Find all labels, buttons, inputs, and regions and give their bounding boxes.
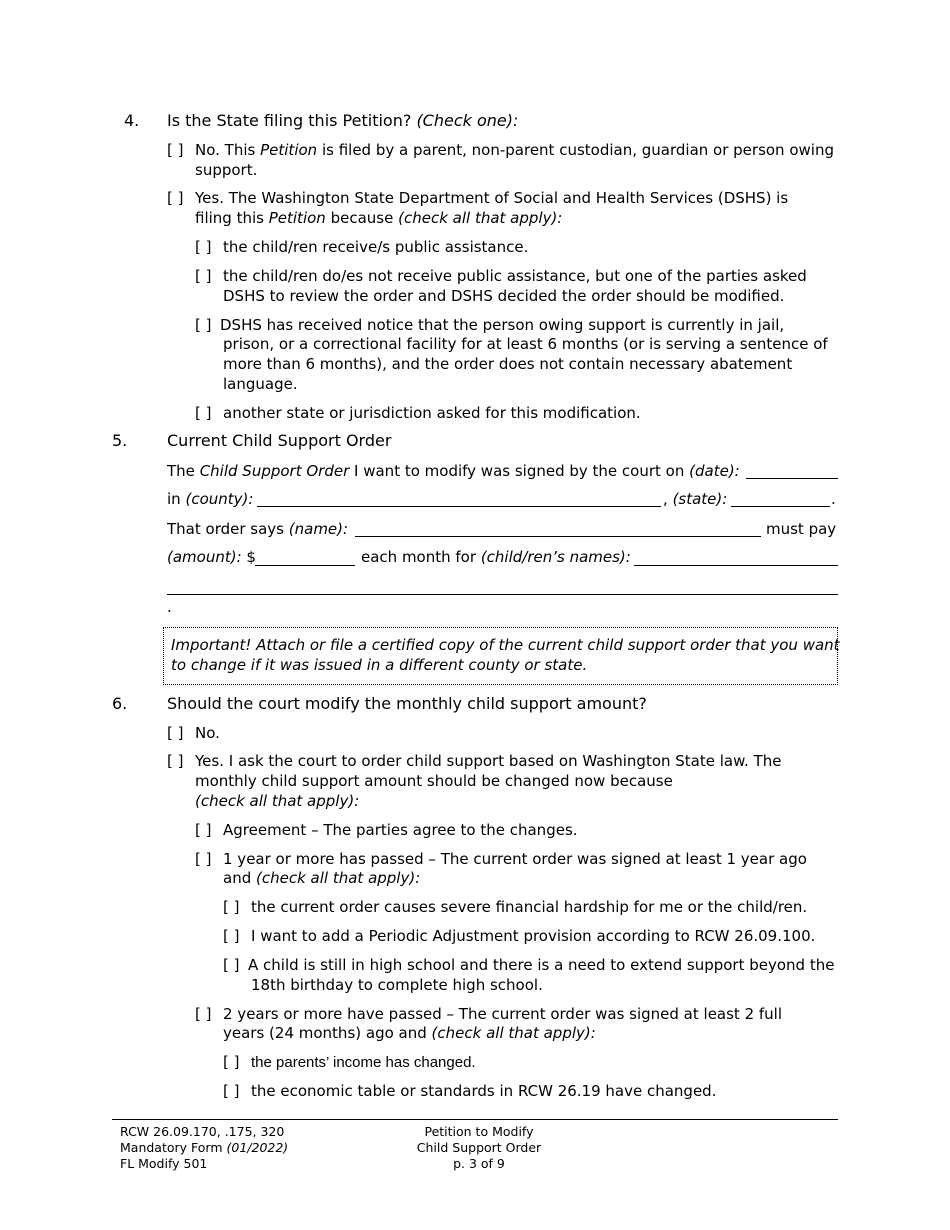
s4-sub-jail-cont2: more than 6 months), and the order does not contain necessary abatement (223, 355, 793, 373)
amount-field[interactable] (255, 565, 355, 566)
footer-doc-subtitle: Child Support Order (416, 1140, 542, 1155)
footer-divider (112, 1119, 838, 1120)
s4-option-yes: [ ] Yes. The Washington State Department of Social and Health Services (DSHS) is (167, 189, 789, 207)
children-names-field-cont[interactable] (167, 594, 838, 595)
s4-option-yes-cont: filing this Petition because (check all that apply): (195, 209, 563, 227)
checkbox-s6-oy2[interactable]: [ ] (223, 927, 240, 945)
date-field[interactable] (746, 478, 838, 479)
s6-option-no: [ ] No. (167, 724, 220, 742)
s4-option-no: [ ] No. This Petition is filed by a parent, non-parent custodian, guardian or person owing (167, 141, 834, 159)
s4-sub-no-assistance: [ ] the child/ren do/es not receive public assistance, but one of the parties asked (195, 267, 807, 285)
s6-two-years-cont: years (24 months) ago and (check all that apply): (223, 1024, 596, 1042)
s6-ty-economic-table: [ ] the economic table or standards in RCW 26.19 have changed. (223, 1082, 717, 1100)
checkbox-s4-sub4[interactable]: [ ] (195, 404, 212, 422)
checkbox-s6-two-years[interactable]: [ ] (195, 1005, 212, 1023)
state-field[interactable] (731, 506, 830, 507)
checkbox-s4-sub3[interactable]: [ ] (195, 316, 212, 334)
footer-page-number: p. 3 of 9 (453, 1156, 505, 1171)
s5-state-label: , (state): (663, 490, 728, 508)
s5-county-label: in (county): (167, 490, 254, 508)
checkbox-s6-oy3[interactable]: [ ] (223, 956, 240, 974)
s6-oy-high-school: [ ] A child is still in high school and there is a need to extend support beyond the (223, 956, 835, 974)
section-6-number: 6. (112, 694, 128, 713)
footer-doc-title: Petition to Modify (424, 1124, 534, 1139)
s4-sub-no-assistance-cont: DSHS to review the order and DSHS decided the order should be modified. (223, 287, 785, 305)
section-6-title: Should the court modify the monthly child support amount? (167, 694, 647, 713)
s6-option-yes-cont: monthly child support amount should be changed now because (195, 772, 673, 790)
s4-sub-jail-cont1: prison, or a correctional facility for at least 6 months (or is serving a sentence of (223, 335, 828, 353)
checkbox-s6-one-year[interactable]: [ ] (195, 850, 212, 868)
footer-center (379, 1124, 579, 1172)
s6-oy-high-school-cont: 18th birthday to complete high school. (251, 976, 543, 994)
checkbox-s6-agreement[interactable]: [ ] (195, 821, 212, 839)
checkbox-s4-yes[interactable]: [ ] (167, 189, 184, 207)
county-field[interactable] (257, 506, 661, 507)
s5-children-label: each month for (child/ren’s names): (361, 548, 631, 566)
section-5-title: Current Child Support Order (167, 431, 392, 450)
section-4-title: Is the State filing this Petition? (Check one): (167, 111, 519, 130)
footer-mandatory-form: Mandatory Form (01/2022) (120, 1140, 289, 1155)
checkbox-s6-oy1[interactable]: [ ] (223, 898, 240, 916)
s6-ty-income: [ ] the parents’ income has changed. (223, 1053, 476, 1071)
s4-sub-jail: [ ] DSHS has received notice that the person owing support is currently in jail, (195, 316, 785, 334)
checkbox-s4-sub1[interactable]: [ ] (195, 238, 212, 256)
s6-agreement: [ ] Agreement – The parties agree to the changes. (195, 821, 578, 839)
section-5-number: 5. (112, 431, 128, 450)
important-note: Important! Attach or file a certified copy of the current child support order that you want (171, 636, 840, 654)
checkbox-s4-no[interactable]: [ ] (167, 141, 184, 159)
checkbox-s6-ty1[interactable]: [ ] (223, 1053, 240, 1071)
s6-one-year-cont: and (check all that apply): (223, 869, 421, 887)
s5-must-pay: must pay (766, 520, 837, 538)
s6-two-years: [ ] 2 years or more have passed – The current order was signed at least 2 full (195, 1005, 783, 1023)
s5-state-period: . (831, 490, 836, 508)
s5-trailing-period: . (167, 598, 172, 616)
footer-rcw: RCW 26.09.170, .175, 320 (120, 1124, 285, 1139)
s6-oy-hardship: [ ] the current order causes severe financial hardship for me or the child/ren. (223, 898, 808, 916)
checkbox-s6-no[interactable]: [ ] (167, 724, 184, 742)
s6-oy-periodic: [ ] I want to add a Periodic Adjustment provision according to RCW 26.09.100. (223, 927, 816, 945)
s5-signed-line: The Child Support Order I want to modify was signed by the court on (date): (167, 462, 740, 480)
s4-sub-other-state: [ ] another state or jurisdiction asked for this modification. (195, 404, 641, 422)
s6-option-yes: [ ] Yes. I ask the court to order child support based on Washington State law. The (167, 752, 782, 770)
s4-sub-jail-cont3: language. (223, 375, 298, 393)
important-note-cont: to change if it was issued in a different county or state. (171, 656, 588, 674)
footer-left (120, 1124, 288, 1172)
s6-option-yes-hint: (check all that apply): (195, 792, 360, 810)
s4-option-no-cont: support. (195, 161, 258, 179)
checkbox-s4-sub2[interactable]: [ ] (195, 267, 212, 285)
section-4-number: 4. (124, 111, 140, 130)
s5-name-label: That order says (name): (167, 520, 349, 538)
s4-sub-public-assistance: [ ] the child/ren receive/s public assistance. (195, 238, 529, 256)
checkbox-s6-yes[interactable]: [ ] (167, 752, 184, 770)
checkbox-s6-ty2[interactable]: [ ] (223, 1082, 240, 1100)
s5-amount-label: (amount): $ (167, 548, 256, 566)
children-names-field[interactable] (634, 565, 838, 566)
name-field[interactable] (355, 536, 761, 537)
s6-one-year: [ ] 1 year or more has passed – The current order was signed at least 1 year ago (195, 850, 807, 868)
footer-form-id: FL Modify 501 (120, 1156, 208, 1171)
